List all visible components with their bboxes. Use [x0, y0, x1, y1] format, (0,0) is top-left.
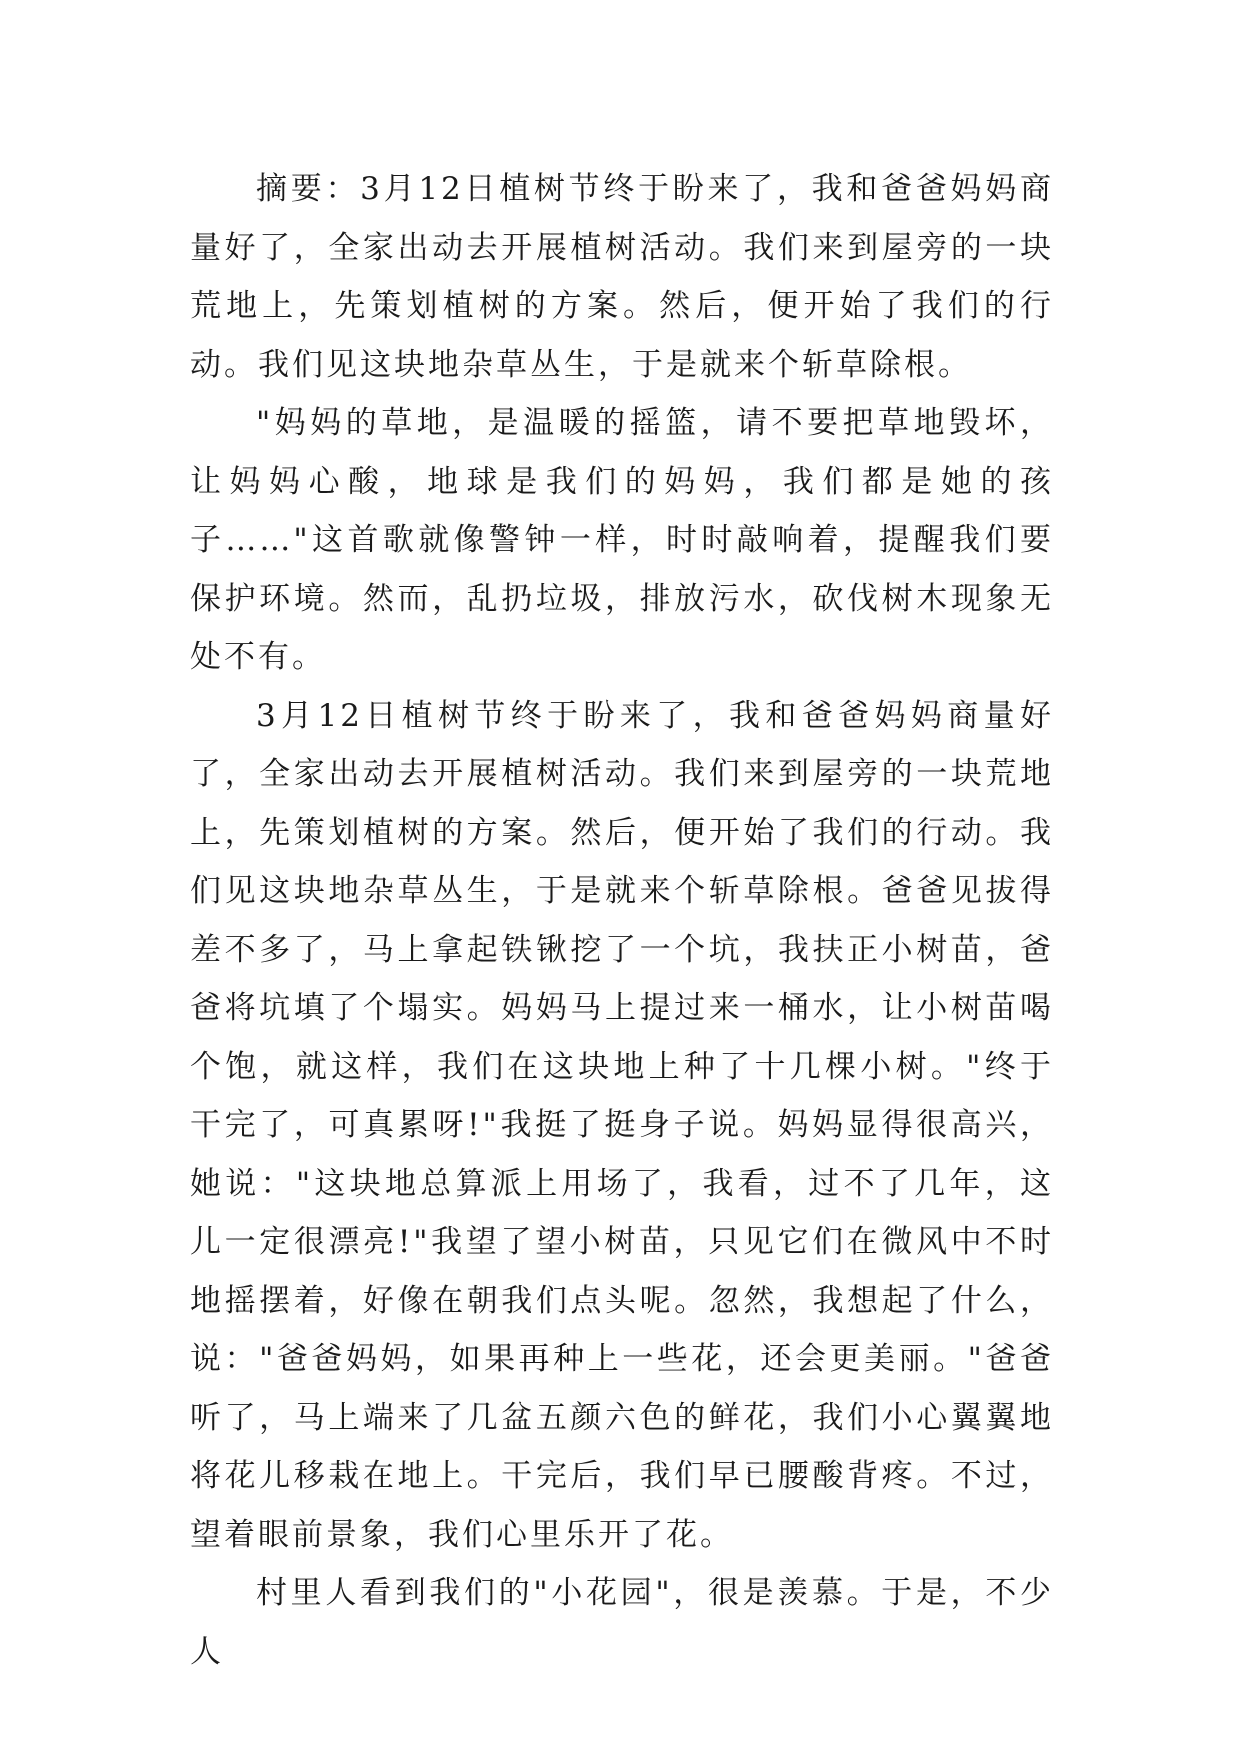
paragraph-villagers: 村里人看到我们的"小花园"，很是羡慕。于是，不少人 [190, 1575, 1054, 1670]
document-body [190, 160, 1054, 1681]
paragraph-song-quote: "妈妈的草地，是温暖的摇篮，请不要把草地毁坏，让妈妈心酸，地球是我们的妈妈，我们都是她的孩子……"这首歌就像警钟一样，时时敲响着，提醒我们要保护环境。然而，乱扔垃圾，排放污水，砍伐树木现象无处不有。 [190, 405, 1054, 675]
paragraph-tree-planting: 3月12日植树节终于盼来了，我和爸爸妈妈商量好了，全家出动去开展植树活动。我们来到屋旁的一块荒地上，先策划植树的方案。然后，便开始了我们的行动。我们见这块地杂草丛生，于是就来个斩草除根。爸爸见拔得差不多了，马上拿起铁锹挖了一个坑，我扶正小树苗，爸爸将坑填了个塌实。妈妈马上提过来一桶水，让小树苗喝个饱，就这样，我们在这块地上种了十几棵小树。"终于干完了，可真累呀!"我挺了挺身子说。妈妈显得很高兴，她说："这块地总算派上用场了，我看，过不了几年，这儿一定很漂亮!"我望了望小树苗，只见它们在微风中不时地摇摆着，好像在朝我们点头呢。忽然，我想起了什么，说："爸爸妈妈，如果再种上一些花，还会更美丽。"爸爸听了，马上端来了几盆五颜六色的鲜花，我们小心翼翼地将花儿移栽在地上。干完后，我们早已腰酸背疼。不过，望着眼前景象，我们心里乐开了花。 [190, 697, 1054, 1553]
paragraph-abstract: 摘要：3月12日植树节终于盼来了，我和爸爸妈妈商量好了，全家出动去开展植树活动。我们来到屋旁的一块荒地上，先策划植树的方案。然后，便开始了我们的行动。我们见这块地杂草丛生，于是就来个斩草除根。 [190, 171, 1054, 383]
